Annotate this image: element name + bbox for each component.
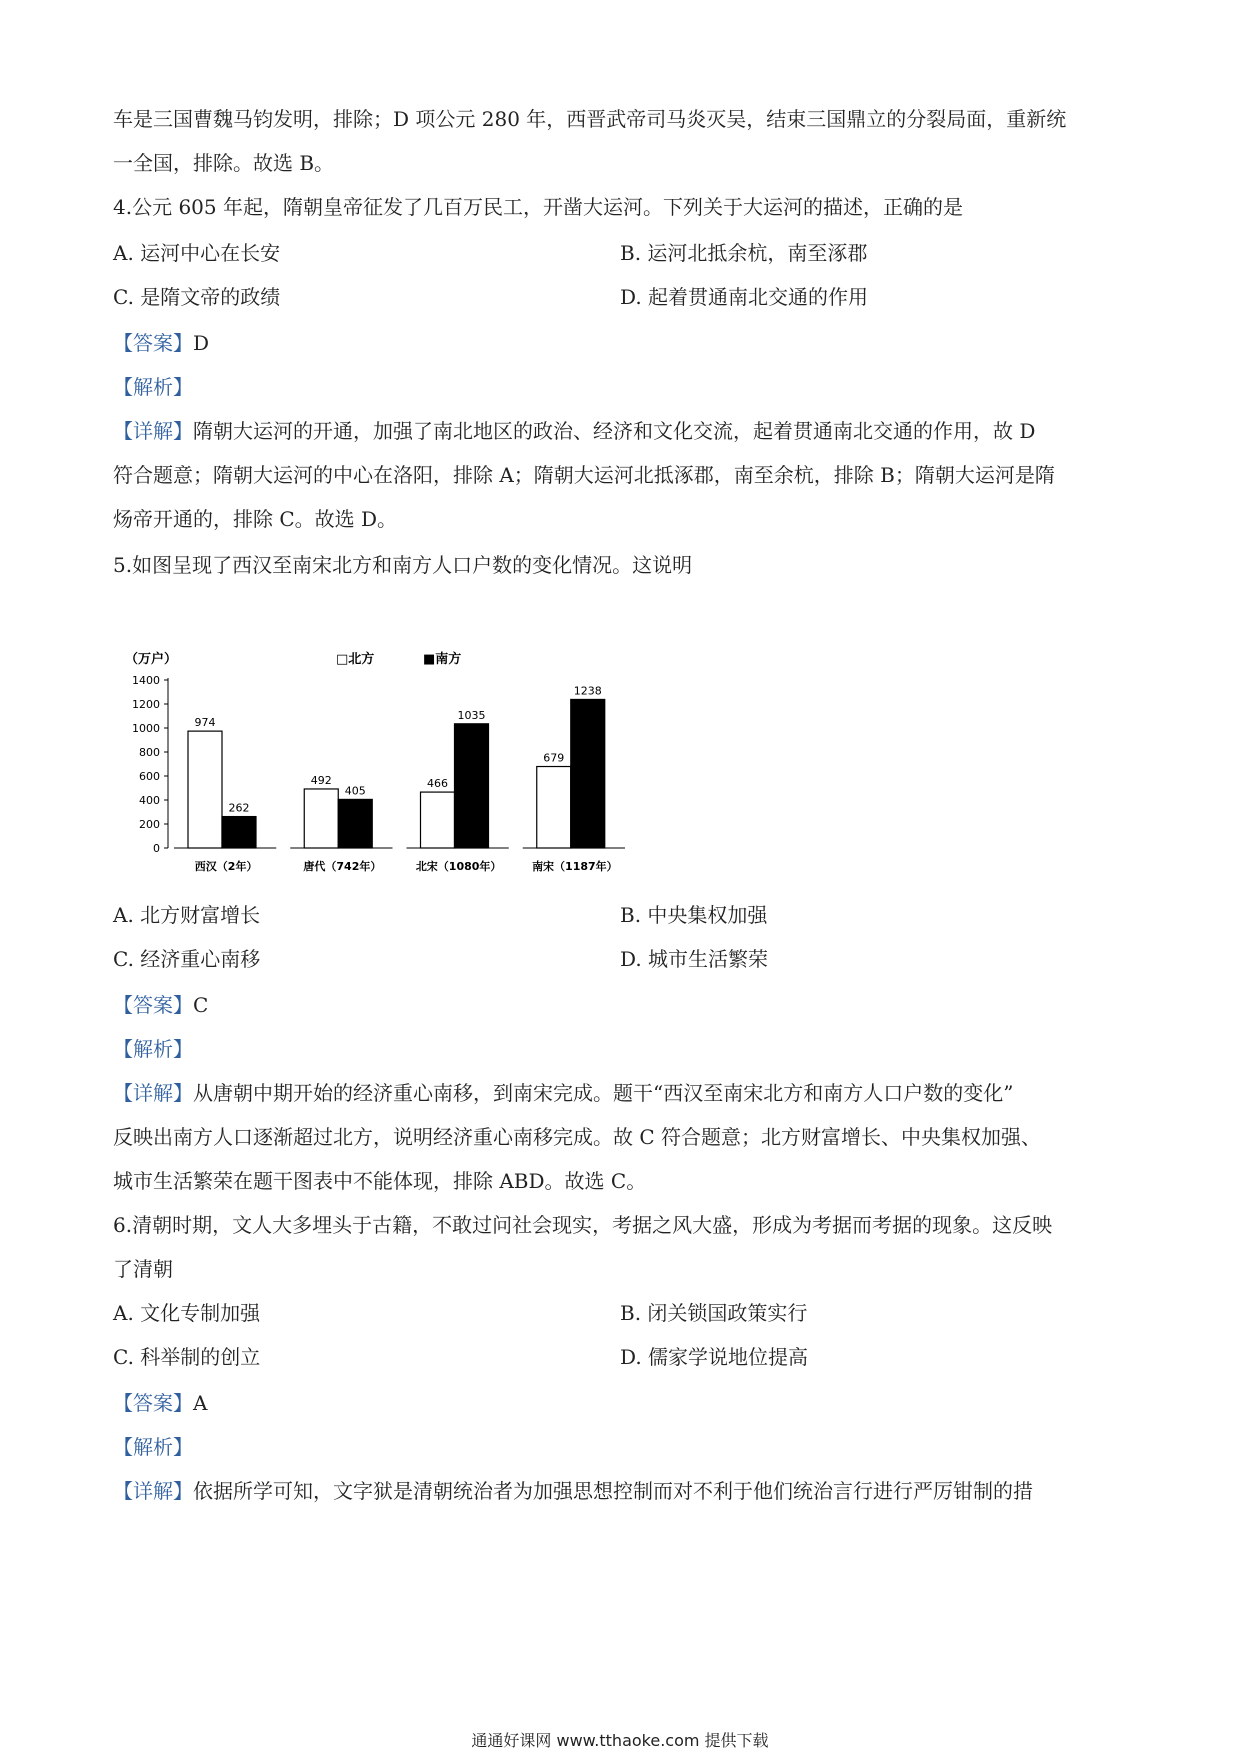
legend-entry: ■南方 — [423, 652, 462, 667]
data-label: 1035 — [457, 708, 486, 722]
text-line: 车是三国曹魏马钧发明，排除；D 项公元 280 年，西晋武帝司马炎灭吴，结束三国鼎立的分裂局面，重新统 — [113, 107, 1067, 131]
option-a: A. 文化专制加强 — [113, 1301, 261, 1325]
answer-value: A — [193, 1391, 208, 1415]
question-4: 4.公元 605 年起，隋朝皇帝征发了几百万民工，开凿大运河。下列关于大运河的描述，正确的是 — [113, 195, 963, 219]
data-label: 262 — [228, 801, 250, 815]
y-tick-label: 1000 — [132, 722, 160, 735]
option-d: D. 城市生活繁荣 — [620, 947, 769, 971]
detail-line — [113, 1080, 1013, 1106]
data-label: 405 — [344, 784, 366, 798]
text-line: 一全国，排除。故选 B。 — [113, 151, 335, 175]
question-5: 5.如图呈现了西汉至南宋北方和南方人口户数的变化情况。这说明 — [113, 553, 693, 577]
analysis-tag: 【解析】 — [113, 1435, 193, 1459]
answer-tag: 【答案】 — [113, 993, 193, 1017]
data-label: 679 — [543, 751, 565, 765]
detail-line: 符合题意；隋朝大运河的中心在洛阳，排除 A；隋朝大运河北抵涿郡，南至余杭，排除 B；隋朝大运河是隋 — [113, 463, 1055, 487]
option-c: C. 经济重心南移 — [113, 947, 261, 971]
data-label: 1238 — [573, 684, 602, 698]
detail-line — [113, 1478, 1033, 1504]
bar — [222, 817, 256, 848]
option-d: D. 儒家学说地位提高 — [620, 1345, 809, 1369]
detail-line — [113, 418, 1035, 444]
bar — [421, 792, 455, 848]
footer: 通通好课网 www.tthaoke.com 提供下载 — [471, 1731, 769, 1750]
option-b: B. 中央集权加强 — [620, 903, 768, 927]
detail-line: 城市生活繁荣在题干图表中不能体现，排除 ABD。故选 C。 — [113, 1169, 647, 1193]
answer-tag: 【答案】 — [113, 1391, 193, 1415]
bar — [304, 789, 338, 848]
y-axis-label: （万户） — [125, 652, 178, 667]
detail-tag: 【详解】 — [113, 419, 193, 443]
option-b: B. 运河北抵余杭，南至涿郡 — [620, 241, 868, 265]
x-tick-label: 北宋（1080年） — [415, 860, 502, 873]
bar — [455, 724, 489, 848]
detail-text: 依据所学可知，文字狱是清朝统治者为加强思想控制而对不利于他们统治言行进行严厉钳制的措 — [193, 1479, 1033, 1503]
option-a: A. 运河中心在长安 — [113, 241, 281, 265]
question-6-cont: 了清朝 — [113, 1257, 173, 1281]
detail-text: 隋朝大运河的开通，加强了南北地区的政治、经济和文化交流，起着贯通南北交通的作用，故 D — [193, 419, 1036, 443]
option-c: C. 科举制的创立 — [113, 1345, 261, 1369]
y-tick-label: 1200 — [132, 698, 160, 711]
analysis-tag: 【解析】 — [113, 1037, 193, 1061]
option-b: B. 闭关锁国政策实行 — [620, 1301, 808, 1325]
detail-text: 从唐朝中期开始的经济重心南移，到南宋完成。题干“西汉至南宋北方和南方人口户数的变化” — [193, 1081, 1014, 1105]
question-6: 6.清朝时期，文人大多埋头于古籍，不敢过问社会现实，考据之风大盛，形成为考据而考据的现象。这反映 — [113, 1213, 1053, 1237]
detail-tag: 【详解】 — [113, 1081, 193, 1105]
answer-value: C — [193, 993, 209, 1017]
bar — [338, 799, 372, 848]
y-tick-label: 200 — [139, 818, 160, 831]
answer-tag: 【答案】 — [113, 331, 193, 355]
legend-entry: □北方 — [336, 652, 375, 667]
answer-line — [113, 330, 209, 356]
bar — [571, 699, 605, 848]
x-tick-label: 唐代（742年） — [303, 860, 382, 873]
x-tick-label: 南宋（1187年） — [532, 860, 618, 873]
detail-line: 反映出南方人口逐渐超过北方，说明经济重心南移完成。故 C 符合题意；北方财富增长、中央集权加强、 — [113, 1125, 1042, 1149]
data-label: 974 — [194, 716, 216, 730]
answer-value: D — [193, 331, 210, 355]
option-d: D. 起着贯通南北交通的作用 — [620, 285, 869, 309]
option-a: A. 北方财富增长 — [113, 903, 261, 927]
y-tick-label: 400 — [139, 794, 160, 807]
bar — [188, 731, 222, 848]
data-label: 492 — [310, 773, 332, 787]
detail-line: 炀帝开通的，排除 C。故选 D。 — [113, 507, 398, 531]
x-tick-label: 西汉（2年） — [194, 860, 258, 873]
bar — [537, 767, 571, 848]
y-tick-label: 800 — [139, 746, 160, 759]
y-tick-label: 0 — [153, 842, 160, 855]
analysis-tag: 【解析】 — [113, 375, 193, 399]
y-tick-label: 600 — [139, 770, 160, 783]
option-c: C. 是隋文帝的政绩 — [113, 285, 281, 309]
answer-line — [113, 1390, 207, 1416]
detail-tag: 【详解】 — [113, 1479, 193, 1503]
answer-line — [113, 992, 208, 1018]
y-tick-label: 1400 — [132, 674, 160, 687]
data-label: 466 — [427, 777, 448, 791]
population-bar-chart — [113, 640, 673, 880]
